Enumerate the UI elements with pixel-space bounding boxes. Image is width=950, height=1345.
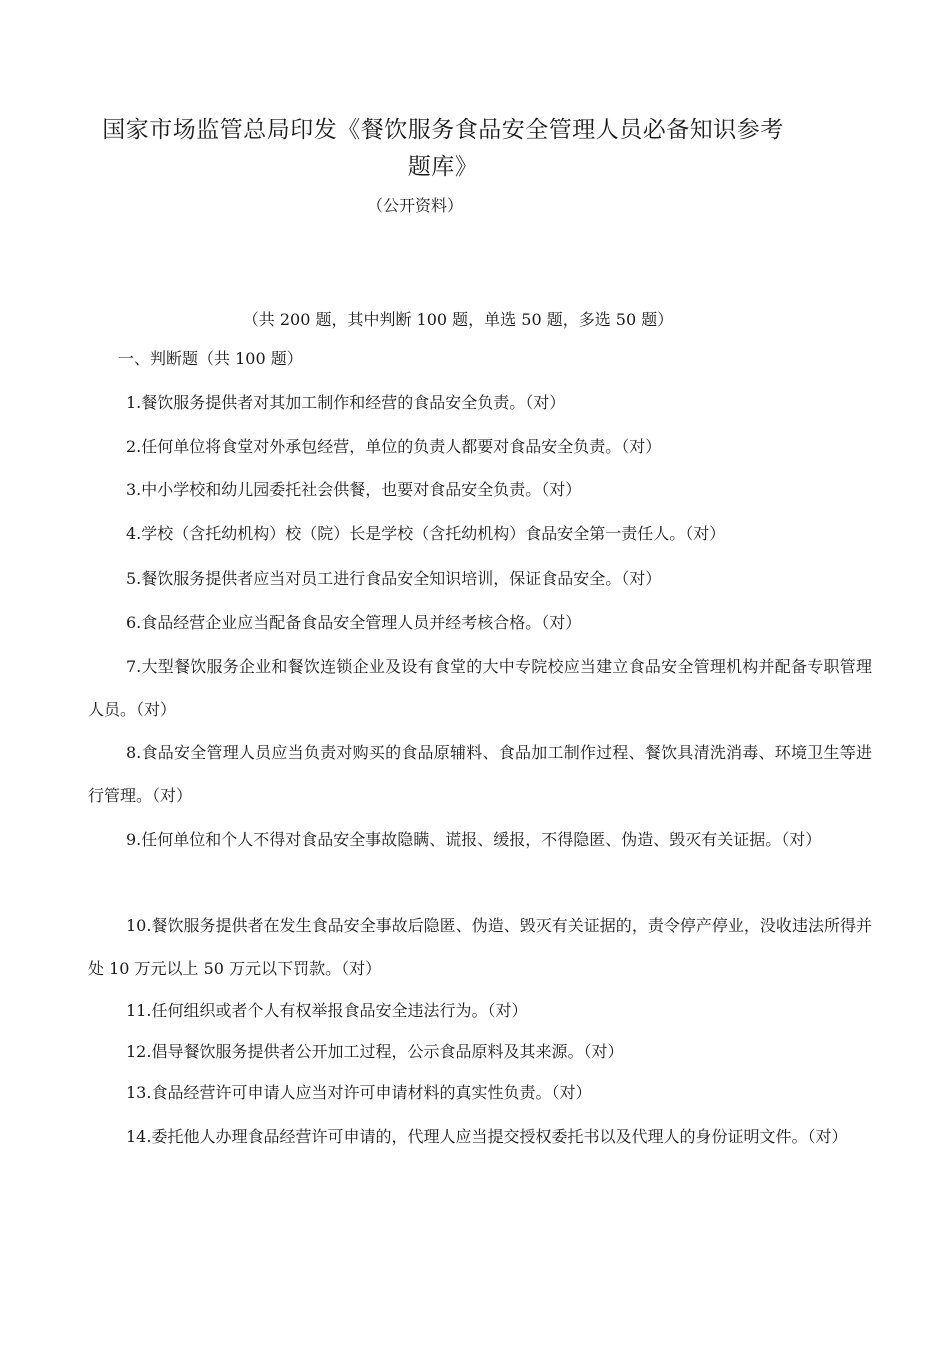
question-item: 11.任何组织或者个人有权举报食品安全违法行为。（对）	[126, 1001, 528, 1020]
question-item: 4.学校（含托幼机构）校（院）长是学校（含托幼机构）食品安全第一责任人。（对）	[126, 524, 726, 543]
section-heading-true-false: 一、判断题（共 100 题）	[118, 349, 303, 368]
question-item: 12.倡导餐饮服务提供者公开加工过程，公示食品原料及其来源。（对）	[126, 1042, 624, 1061]
question-item: 6.食品经营企业应当配备食品安全管理人员并经考核合格。（对）	[126, 613, 582, 632]
question-item: 13.食品经营许可申请人应当对许可申请材料的真实性负责。（对）	[126, 1083, 592, 1102]
question-item: 7.大型餐饮服务企业和餐饮连锁企业及设有食堂的大中专院校应当建立食品安全管理机构并配备专职管理人员。（对）	[88, 657, 872, 719]
question-item: 5.餐饮服务提供者应当对员工进行食品安全知识培训，保证食品安全。（对）	[126, 569, 662, 588]
document-title-line-1: 国家市场监管总局印发《餐饮服务食品安全管理人员必备知识参考	[102, 117, 784, 143]
question-item: 2.任何单位将食堂对外承包经营，单位的负责人都要对食品安全负责。（对）	[126, 437, 662, 456]
question-item: 9.任何单位和个人不得对食品安全事故隐瞒、谎报、缓报，不得隐匿、伪造、毁灭有关证据。（对）	[126, 830, 822, 849]
document-title	[88, 112, 798, 186]
question-summary: （共 200 题，其中判断 100 题，单选 50 题，多选 50 题）	[242, 310, 674, 329]
document-subtitle: （公开资料）	[366, 196, 463, 215]
question-item: 10.餐饮服务提供者在发生食品安全事故后隐匿、伪造、毁灭有关证据的，责令停产停业，没收违法所得并处 10 万元以上 50 万元以下罚款。（对）	[88, 916, 872, 978]
question-item: 8.食品安全管理人员应当负责对购买的食品原辅料、食品加工制作过程、餐饮具清洗消毒、环境卫生等进行管理。（对）	[88, 743, 872, 805]
document-title-line-2: 题库》	[407, 154, 479, 180]
question-item: 1.餐饮服务提供者对其加工制作和经营的食品安全负责。（对）	[126, 393, 566, 412]
question-item: 14.委托他人办理食品经营许可申请的，代理人应当提交授权委托书以及代理人的身份证明文件。（对）	[126, 1127, 848, 1146]
question-item: 3.中小学校和幼儿园委托社会供餐，也要对食品安全负责。（对）	[126, 480, 582, 499]
